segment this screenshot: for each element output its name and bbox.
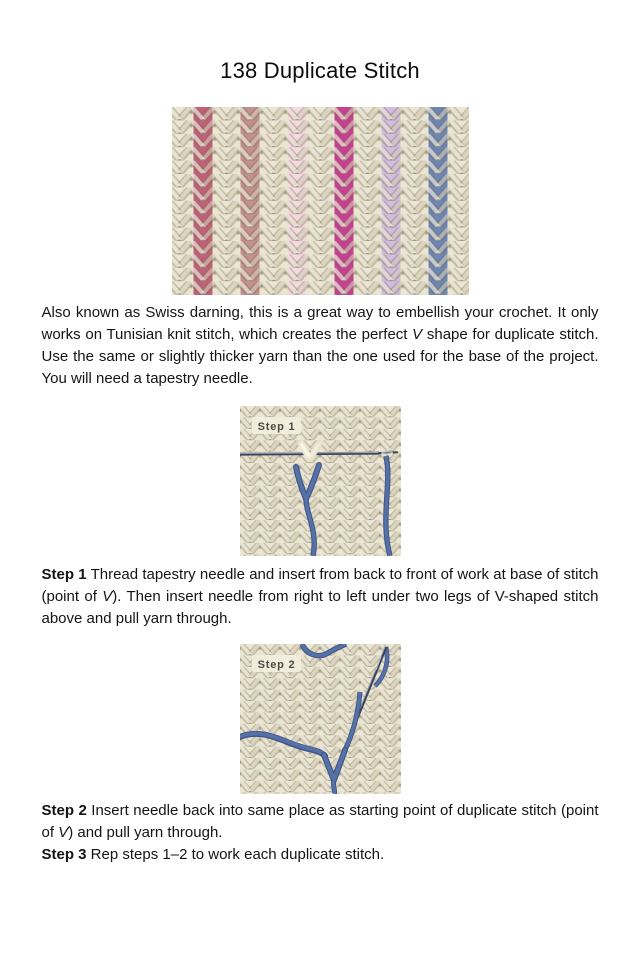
knit-texture-overlay <box>172 107 469 295</box>
step3-label: Step 3 <box>41 846 87 863</box>
intro-italic-v: V <box>412 326 423 343</box>
step1-before-v: Thread tapestry needle and insert from back to front of work at base of stitch (point of <box>41 566 599 605</box>
step2-after-v: ) and pull yarn through. <box>68 824 223 841</box>
intro-paragraph <box>42 302 599 390</box>
step1-text <box>42 564 599 630</box>
step1-photo-label-text: Step 1 <box>257 421 295 433</box>
step1-photo-image <box>240 406 401 556</box>
step1-after-v: ). Then insert needle from right to left under two legs of V-shaped stitch above and pull yarn through. <box>41 588 599 627</box>
step2-photo <box>240 644 401 794</box>
step1-italic-v: V <box>102 588 113 605</box>
intro-before-v: Also known as Swiss darning, this is a great way to embellish your crochet. It only works on Tunisian knit stitch, which creates the perfect <box>41 304 599 343</box>
step3-text <box>42 844 599 866</box>
intro-after-v: shape for duplicate stitch. Use the same or slightly thicker yarn than the one used for the base of the project. You will need a tapestry needle. <box>41 326 599 387</box>
step3-body: Rep steps 1–2 to work each duplicate stitch. <box>86 846 385 863</box>
step2-before-v: Insert needle back into same place as starting point of duplicate stitch (point of <box>41 802 599 841</box>
step2-label: Step 2 <box>41 802 87 819</box>
page-title: 138 Duplicate Stitch <box>220 58 420 83</box>
step1-photo <box>240 406 401 556</box>
step1-label: Step 1 <box>41 566 87 583</box>
swatch-photo <box>172 107 469 295</box>
step2-photo-label-text: Step 2 <box>257 659 295 671</box>
swatch-photo-image <box>172 107 469 295</box>
step2-photo-image <box>240 644 401 794</box>
step2-text <box>42 800 599 844</box>
step2-photo-label <box>252 655 301 672</box>
step2-italic-v: V <box>58 824 69 841</box>
step1-photo-label <box>252 417 301 434</box>
